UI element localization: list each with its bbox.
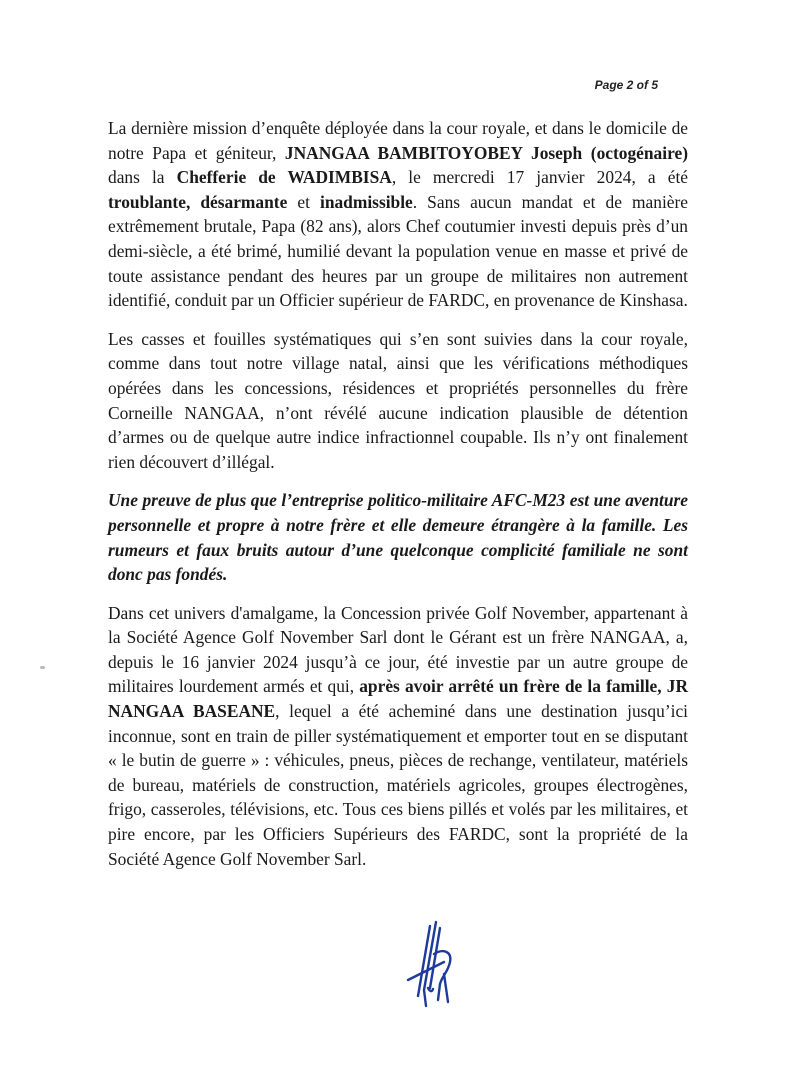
scan-speck — [40, 666, 45, 669]
handwritten-signature-icon — [400, 918, 470, 1013]
paragraph-4 — [108, 601, 688, 872]
text-segment: Les casses et fouilles systématiques qui s’en sont suivies dans la cour royale, comme dans tout notre village natal, ainsi que les vérifications méthodiques opérées dans les concessions, résidences et propriétés personnelles du frère Corneille NANGAA, n’ont révélé aucune indication plausible de détention d’armes ou de quelque autre indice infractionnel coupable. Ils n’y ont finalement rien découvert d’illégal. — [108, 328, 688, 472]
text-segment: Une preuve de plus que l’entreprise politico-militaire AFC-M23 est une aventure personnelle et propre à notre frère et elle demeure étrangère à la famille. Les rumeurs et faux bruits autour d’une quelconque complicité familiale ne sont donc pas fondés. — [108, 490, 688, 585]
bold-text-segment: JNANGAA BAMBITOYOBEY Joseph (octogénaire) — [284, 142, 688, 163]
paragraph-2 — [108, 327, 688, 475]
text-segment: et — [287, 191, 320, 212]
paragraph-1 — [108, 116, 688, 313]
document-body — [108, 116, 688, 885]
page-number: Page 2 of 5 — [594, 78, 658, 92]
text-segment: La dernière mission d’enquête déployée dans la cour royale, et dans le domicile de notre Papa et géniteur, — [108, 118, 688, 163]
bold-text-segment: troublante, désarmante — [108, 191, 288, 212]
text-segment: , lequel a été acheminé dans une destination jusqu’ici inconnue, sont en train de piller systématiquement et emporter tout en se disputant « le butin de guerre » : véhicules, pneus, pièces de rechange, ventilateur, matériels de bureau, matériels de construction, matériels agricoles, groupes électrogènes, frigo, casseroles, télévisions, etc. Tous ces biens pillés et volés par les militaires, et pire encore, par les Officiers Supérieurs des FARDC, sont la propriété de la Société Agence Golf November Sarl. — [108, 701, 688, 869]
bold-text-segment: inadmissible — [319, 191, 413, 212]
text-segment: , le mercredi 17 janvier 2024, a été — [391, 167, 689, 188]
bold-text-segment: Chefferie de WADIMBISA — [176, 167, 392, 188]
text-segment: Dans cet univers d'amalgame, la Concession privée Golf November, appartenant à la Société Agence Golf November Sarl dont le Gérant est un frère NANGAA, a, depuis le 16 janvier 2024 jusqu’à ce jour, été investie par un autre groupe de militaires lourdement armés et qui, — [108, 602, 688, 697]
paragraph-3 — [108, 488, 688, 586]
text-segment: . Sans aucun mandat et de manière extrêmement brutale, Papa (82 ans), alors Chef coutumier investi depuis près d’un demi-siècle, a été brimé, humilié devant la population venue en masse et privé de toute assistance pendant des heures par un groupe de militaires non autrement identifié, conduit par un Officier supérieur de FARDC, en provenance de Kinshasa. — [108, 191, 689, 311]
text-segment: dans la — [108, 167, 177, 188]
bold-text-segment: après avoir arrêté un frère de la famille, JR NANGAA BASEANE — [108, 676, 689, 722]
